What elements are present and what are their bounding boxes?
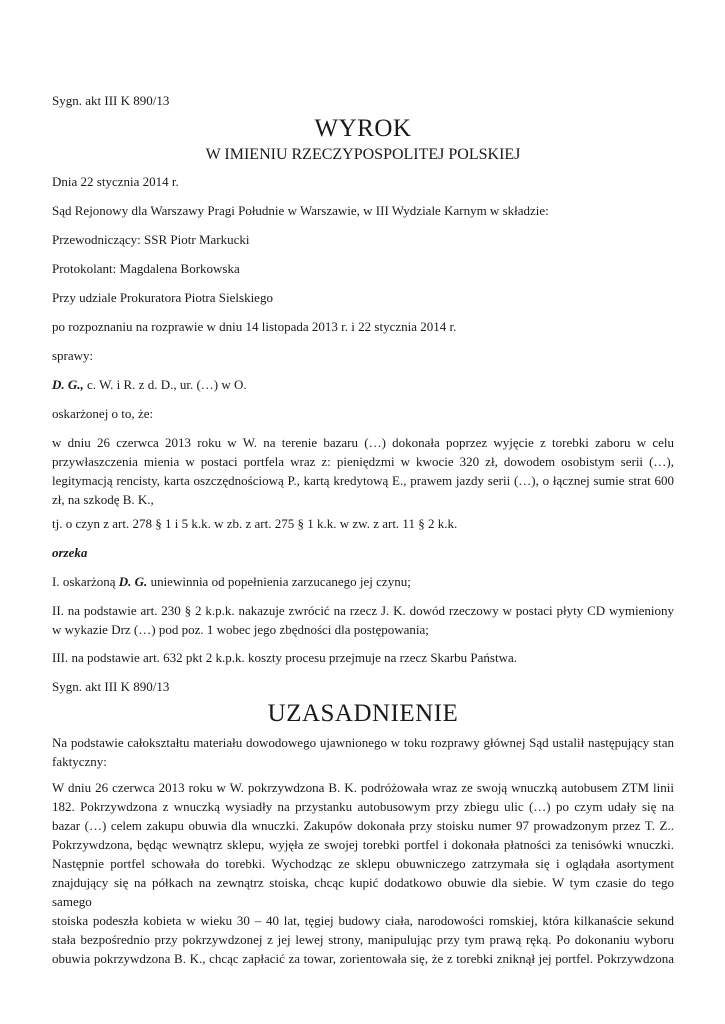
legal-basis: tj. o czyn z art. 278 § 1 i 5 k.k. w zb. z art. 275 § 1 k.k. w zw. z art. 11 § 2 k.k. [52,516,458,531]
hearing-dates: po rozpoznaniu na rozprawie w dniu 14 listopada 2013 r. i 22 stycznia 2014 r. [52,319,457,334]
facts-line: stała bezpośrednio przy pokrzywdzonej z jej lewej strony, manipulując przy tym prawą ręką. Po dokonaniu wyboru [52,932,674,947]
charge-line: zł, na szkodę B. K., [52,492,154,507]
justification-intro [52,733,674,771]
ruling-2-line: w wykazie Drz (…) pod poz. 1 wobec jego zbędności dla postępowania; [52,622,429,637]
intro-line: Na podstawie całokształtu materiału dowodowego ujawnionego w toku rozprawy głównej Sąd ustalił następujący stan [52,735,674,750]
intro-line: faktyczny: [52,754,107,769]
ruling-1-name: D. G. [118,574,148,589]
facts-line: W dniu 26 czerwca 2013 roku w W. pokrzywdzona B. K. podróżowała wraz ze swoją wnuczką autobusem ZTM linii [52,780,674,795]
facts-line: Następnie portfel schowała do torebki. Wychodząc ze sklepu obuwniczego zatrzymała się i oglądała asortyment [52,856,674,871]
ruling-1-text: uniewinnia od popełnienia zarzucanego jej czynu; [147,574,411,589]
ruling-2-line: II. na podstawie art. 230 § 2 k.p.k. nakazuje zwrócić na rzecz J. K. dowód rzeczowy w postaci płyty CD wymieniony [52,603,674,618]
charge-paragraph [52,433,674,509]
presiding-judge: Przewodniczący: SSR Piotr Markucki [52,232,250,247]
verdict-title: WYROK [314,115,412,142]
prosecutor: Przy udziale Prokuratora Piotra Sielskiego [52,290,273,305]
ruling-item-1 [52,572,674,591]
ruling-1-prefix: I. oskarżoną [52,574,119,589]
justification-title: UZASADNIENIE [267,700,459,727]
charge-line: legitymacją rencisty, karta oszczędnościową P., kartą kredytową E., prawem jazdy serii (…), o łącznej sumie strat 600 [52,473,674,488]
facts-paragraph [52,778,674,968]
orzeka-heading: orzeka [52,545,88,560]
facts-line: obuwia pokrzywdzona B. K., chcąc zapłacić za towar, zorientowała się, że z torebki zniknął jej portfel. Pokrzywdzona [52,951,674,966]
ruling-item-3: III. na podstawie art. 632 pkt 2 k.p.k. koszty procesu przejmuje na rzecz Skarbu Państwa. [52,650,517,665]
verdict-subtitle: W IMIENIU RZECZYPOSPOLITEJ POLSKIEJ [205,146,521,163]
defendant-line [52,375,674,394]
facts-line: Pokrzywdzona, będąc wewnątrz sklepu, wyjęła ze swojej torebki portfel i dokonała płatności za tenisówki wnuczki. [52,837,674,852]
court-composition: Sąd Rejonowy dla Warszawy Pragi Południe w Warszawie, w III Wydziale Karnym w składzie: [52,203,549,218]
case-reference-bottom: Sygn. akt III K 890/13 [52,679,170,694]
defendant-details: c. W. i R. z d. D., ur. (…) w O. [83,377,247,392]
charge-line: przywłaszczenia mienia w postaci portfela wraz z: pieniędzmi w kwocie 320 zł, dowodem osobistym serii (…), [52,454,674,469]
facts-line: bazar (…) celem zakupu obuwia dla wnuczki. Zakupów dokonała przy stoisku numer 97 prowadzonym przez T. Z.. [52,818,674,833]
defendant-name: D. G., [52,377,84,392]
case-reference-top: Sygn. akt III K 890/13 [52,93,170,108]
case-label: sprawy: [52,348,94,363]
facts-line: 182. Pokrzywdzona z wnuczką wysiadły na przystanku autobusowym przy zbiegu ulic (…) po czym udały się na [52,799,674,814]
facts-line: stoiska podeszła kobieta w wieku 30 – 40 lat, tęgiej budowy ciała, narodowości romskiej, która kilkanaście sekund [52,913,674,928]
ruling-item-2 [52,601,674,639]
verdict-date: Dnia 22 stycznia 2014 r. [52,174,179,189]
court-clerk: Protokolant: Magdalena Borkowska [52,261,240,276]
charge-line: w dniu 26 czerwca 2013 roku w W. na terenie bazaru (…) dokonała poprzez wyjęcie z torebki zaboru w celu [52,435,674,450]
accused-label: oskarżonej o to, że: [52,406,154,421]
facts-line: znajdujący się na półkach na zewnątrz stoiska, chcąc kupić dodatkowo obuwie dla siebie. W tym czasie do tego samego [52,875,674,909]
